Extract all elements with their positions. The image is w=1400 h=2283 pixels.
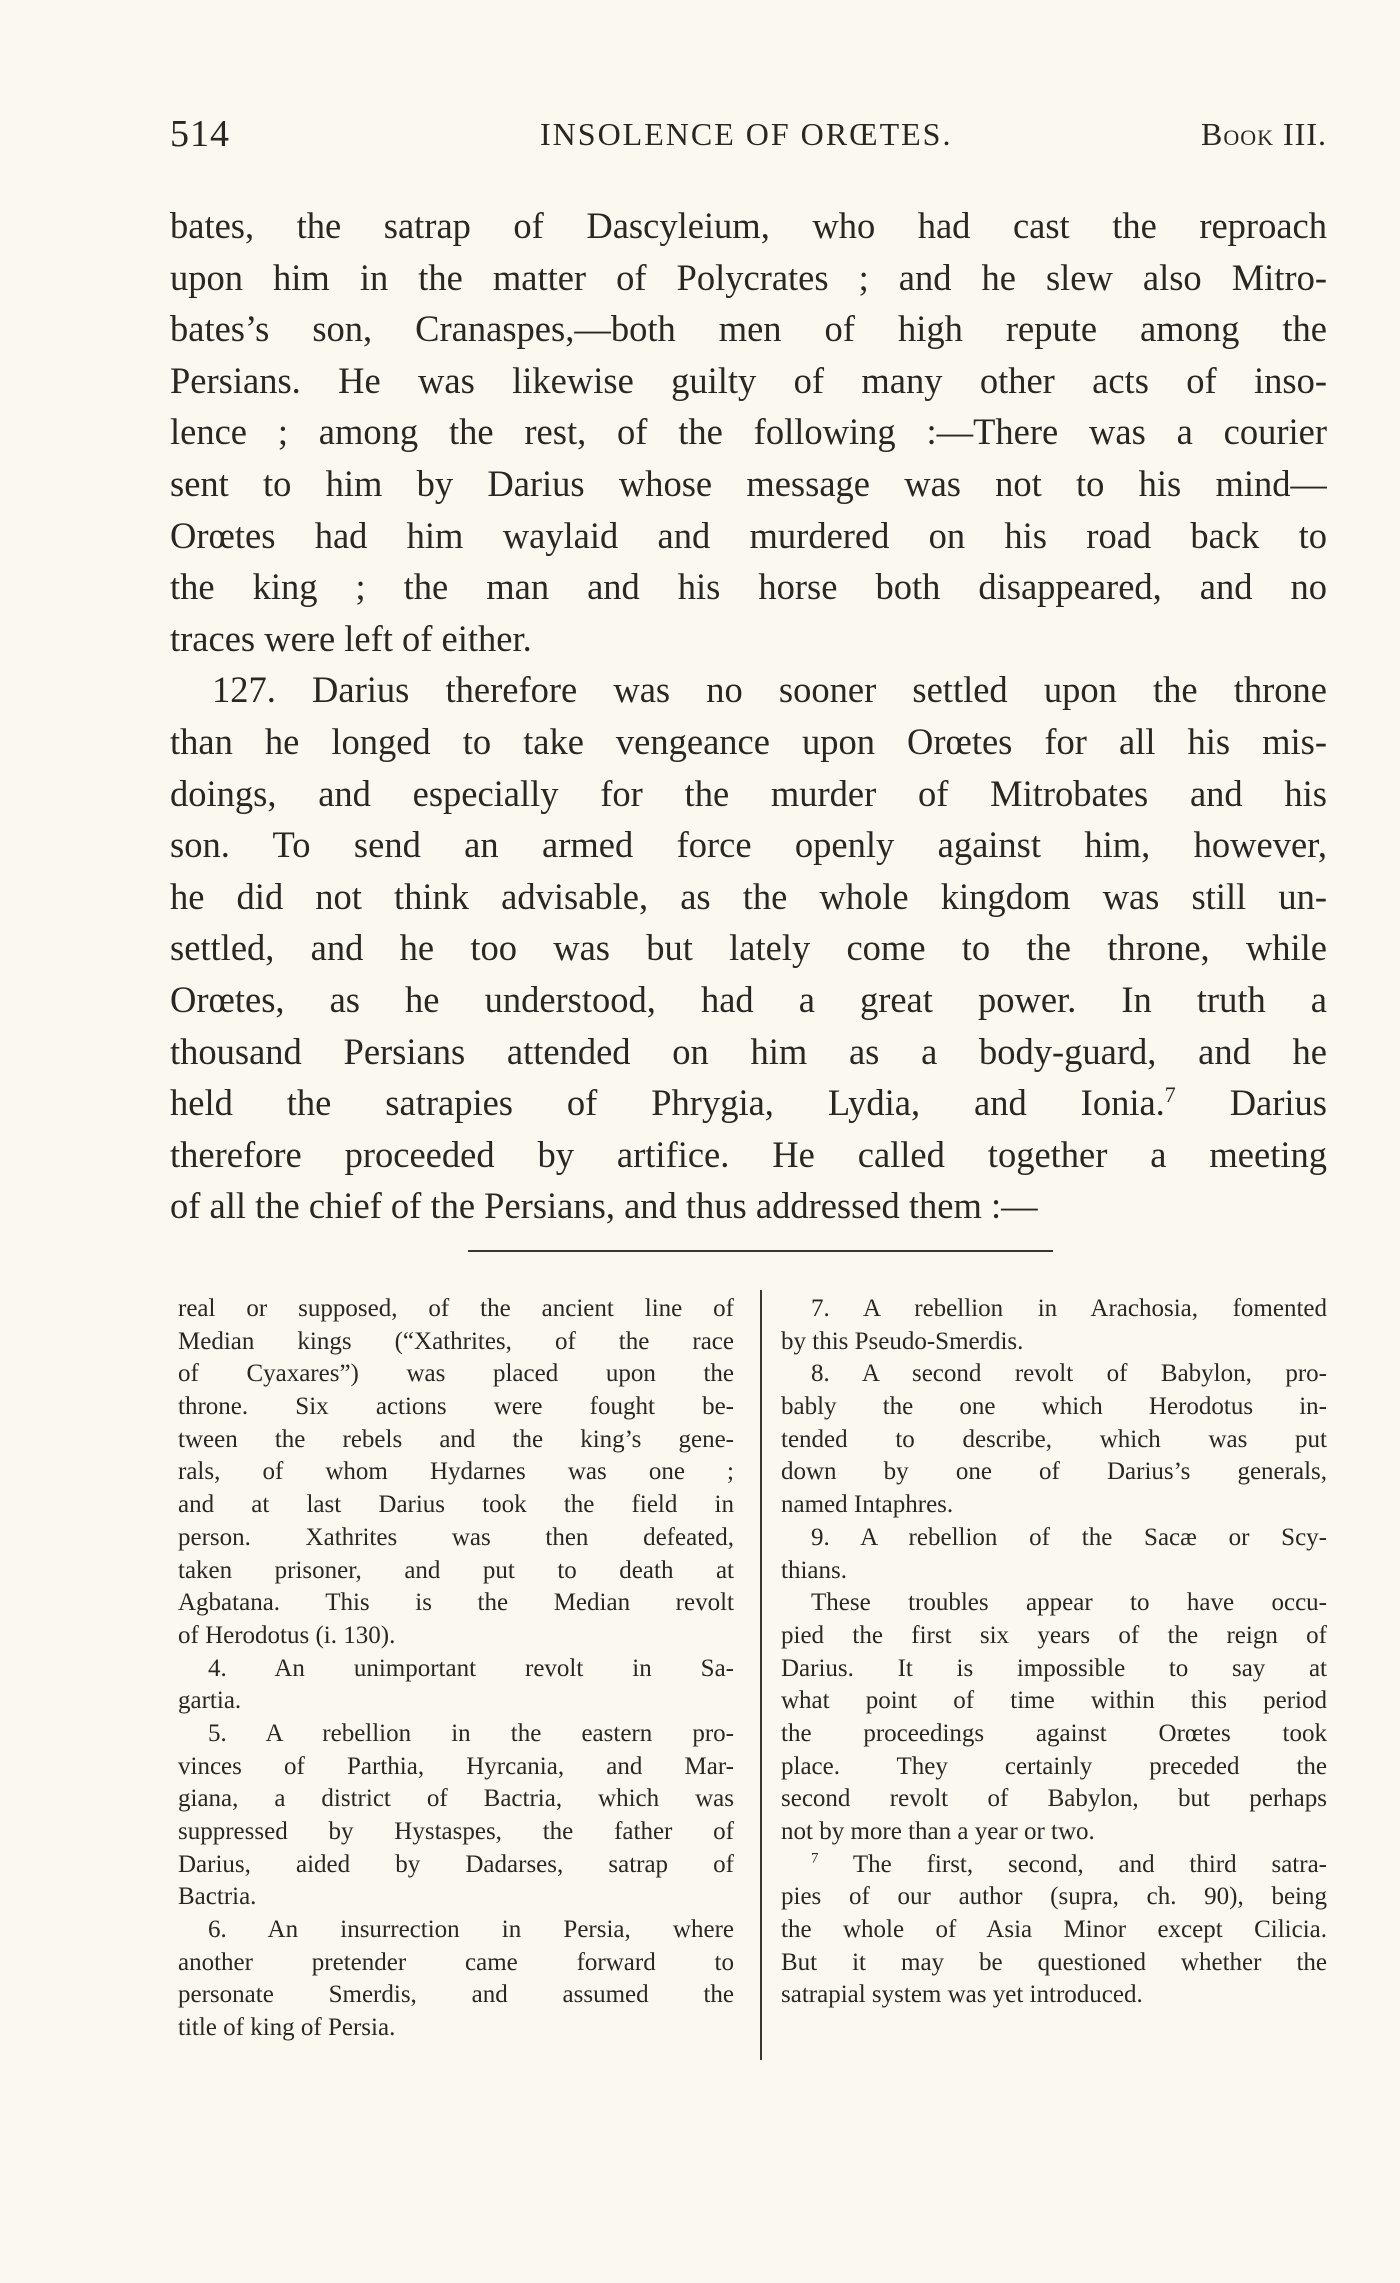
note-line: Agbatana. This is the Median revolt (178, 1589, 734, 1617)
main-text (170, 200, 1327, 1232)
note-line: of Herodotus (i. 130). (178, 1621, 396, 1649)
text-fragment: held the satrapies of Phrygia, Lydia, and Ionia. (170, 1082, 1165, 1124)
note-line: the proceedings against Orœtes took (781, 1719, 1327, 1747)
text-line: doings, and especially for the murder of Mitrobates and his (170, 772, 1327, 814)
note-line: pied the first six years of the reign of (781, 1621, 1327, 1649)
note-line: named Intaphres. (781, 1491, 954, 1519)
note-line: another pretender came forward to (178, 1948, 734, 1976)
note-line: of Cyaxares”) was placed upon the (178, 1360, 734, 1388)
section-127-start: 127. Darius therefore was no sooner settled upon the throne (212, 669, 1327, 711)
note-line: what point of time within this period (781, 1687, 1327, 1715)
text-line: thousand Persians attended on him as a body-guard, and he (170, 1030, 1327, 1072)
footnote-separator-rule (468, 1250, 1053, 1252)
text-line: son. To send an armed force openly against him, however, (170, 824, 1327, 866)
note-line: These troubles appear to have occu- (811, 1589, 1327, 1617)
note-line: thians. (781, 1556, 847, 1584)
note-line: title of king of Persia. (178, 2014, 396, 2042)
note-line: But it may be questioned whether the (781, 1948, 1327, 1976)
note-line: Bactria. (178, 1883, 257, 1911)
note-line: gartia. (178, 1687, 242, 1715)
note-line: 7. A rebellion in Arachosia, fomented (811, 1295, 1327, 1322)
note-line: rals, of whom Hydarnes was one ; (178, 1458, 734, 1486)
footnotes-right-column (781, 1293, 1327, 2053)
book-label: Book III. (1201, 116, 1327, 152)
note-line: throne. Six actions were fought be- (178, 1393, 734, 1421)
text-line: the king ; the man and his horse both disappeared, and no (170, 566, 1327, 608)
note-line: taken prisoner, and put to death at (178, 1556, 734, 1584)
footnote-ref-7[interactable]: 7 (1164, 1081, 1176, 1107)
note-line: tween the rebels and the king’s gene- (178, 1425, 734, 1453)
text-line: bates’s son, Cranaspes,—both men of high repute among the (170, 308, 1327, 350)
note-line: suppressed by Hystaspes, the father of (178, 1818, 734, 1845)
text-line: Orœtes, as he understood, had a great power. In truth a (170, 978, 1327, 1020)
note-line: 9. A rebellion of the Sacæ or Scy- (811, 1523, 1327, 1551)
text-fragment: Darius (1229, 1082, 1327, 1124)
note-line: personate Smerdis, and assumed the (178, 1981, 734, 2009)
text-line: Orœtes had him waylaid and murdered on his road back to (170, 514, 1327, 556)
note-line: Darius, aided by Dadarses, satrap of (178, 1850, 734, 1878)
note-line: person. Xathrites was then defeated, (178, 1523, 734, 1551)
text-line: lence ; among the rest, of the following :—There was a courier (170, 411, 1327, 453)
footnotes-left-column (178, 1293, 734, 2053)
note-line: place. They certainly preceded the (781, 1752, 1327, 1780)
note-line: real or supposed, of the ancient line of (178, 1295, 734, 1322)
text-line: of all the chief of the Persians, and thus addressed them :— (170, 1185, 1038, 1227)
note-line: second revolt of Babylon, but perhaps (781, 1785, 1327, 1813)
footnote-marker-7: 7 (811, 1850, 819, 1867)
text-line: than he longed to take vengeance upon Orœtes for all his mis- (170, 720, 1327, 762)
note-line: vinces of Parthia, Hyrcania, and Mar- (178, 1752, 734, 1780)
footnote-7-line (781, 1849, 1327, 1882)
text-line-with-footnote (170, 1077, 1327, 1129)
text-line: upon him in the matter of Polycrates ; and he slew also Mitro- (170, 256, 1327, 298)
note-line: 4. An unimportant revolt in Sa- (208, 1654, 734, 1682)
note-line: and at last Darius took the field in (178, 1491, 734, 1519)
note-line: the whole of Asia Minor except Cilicia. (781, 1916, 1327, 1944)
text-line: traces were left of either. (170, 617, 532, 659)
note-line: 8. A second revolt of Babylon, pro- (811, 1360, 1327, 1388)
note-line: giana, a district of Bactria, which was (178, 1785, 734, 1813)
text-line: therefore proceeded by artifice. He called together a meeting (170, 1133, 1327, 1175)
note-line: Median kings (“Xathrites, of the race (178, 1327, 734, 1355)
text-line: bates, the satrap of Dascyleium, who had cast the reproach (170, 205, 1327, 246)
note-line: satrapial system was yet introduced. (781, 1981, 1143, 2009)
note-line: pies of our author (supra, ch. 90), being (781, 1883, 1327, 1911)
note-line: tended to describe, which was put (781, 1425, 1327, 1453)
running-header (170, 112, 1327, 162)
note-line: by this Pseudo-Smerdis. (781, 1327, 1024, 1355)
page-number: 514 (170, 113, 230, 155)
note-line: not by more than a year or two. (781, 1818, 1095, 1845)
footnote-column-divider (760, 1290, 762, 2060)
note-line: 5. A rebellion in the eastern pro- (208, 1719, 734, 1747)
note-line: down by one of Darius’s generals, (781, 1458, 1327, 1486)
text-fragment: The first, second, and third satra- (852, 1850, 1327, 1878)
note-line: bably the one which Herodotus in- (781, 1393, 1327, 1421)
text-line: settled, and he too was but lately come to the throne, while (170, 927, 1327, 969)
text-line: Persians. He was likewise guilty of many other acts of inso- (170, 359, 1327, 401)
text-line: he did not think advisable, as the whole kingdom was still un- (170, 875, 1327, 917)
note-line: Darius. It is impossible to say at (781, 1654, 1327, 1682)
text-line: sent to him by Darius whose message was not to his mind— (170, 462, 1327, 504)
note-line: 6. An insurrection in Persia, where (208, 1916, 734, 1944)
running-title: INSOLENCE OF ORŒTES. (540, 116, 953, 152)
